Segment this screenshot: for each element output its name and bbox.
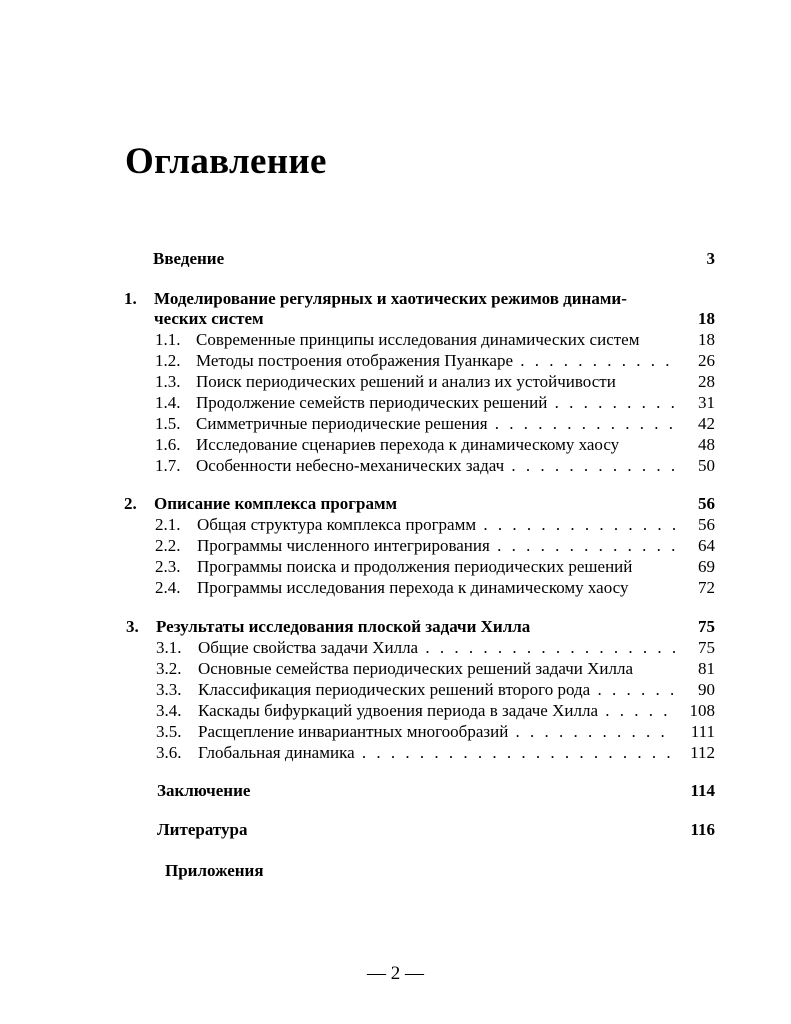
toc-section-label: Глобальная динамика . . . — [198, 742, 676, 763]
toc-intro-label: Введение — [153, 249, 225, 268]
toc-section-page: 81 — [698, 659, 715, 678]
page-title: Оглавление — [125, 141, 327, 182]
toc-section-number: 2.3. — [155, 557, 181, 576]
toc-section-number: 3.5. — [156, 722, 182, 741]
toc-section-label: Особенности небесно-механических задач . . . — [196, 455, 676, 476]
toc-section-page: 69 — [698, 557, 715, 576]
toc-section-number: 2.1. — [155, 515, 181, 534]
toc-section-label: Классификация периодических решений второго рода . . . — [198, 679, 678, 700]
toc-section-page: 90 — [698, 680, 715, 699]
toc-section-number: 3.1. — [156, 638, 182, 657]
toc-section-label: Современные принципы исследования динамических систем — [196, 330, 640, 349]
toc-section-page: 42 — [698, 414, 715, 433]
toc-section[interactable] — [155, 535, 715, 556]
toc-chapter-label-cont: ческих систем — [154, 309, 264, 328]
toc-section-label: Программы поиска и продолжения периодических решений — [197, 557, 633, 576]
toc-section[interactable] — [156, 679, 715, 700]
toc-appendix-label: Приложения — [165, 861, 264, 880]
toc-section[interactable] — [155, 329, 715, 350]
toc-section-number: 1.7. — [155, 456, 181, 475]
toc-chapter-label: Моделирование регулярных и хаотических режимов динами- — [154, 289, 627, 308]
toc-section-number: 1.6. — [155, 435, 181, 454]
toc-section-label: Каскады бифуркаций удвоения периода в задаче Хилла . . . — [198, 700, 676, 721]
toc-section-page: 48 — [698, 435, 715, 454]
toc-section-label: Поиск периодических решений и анализ их устойчивости — [196, 372, 616, 391]
toc-literature-label: Литература — [157, 820, 248, 839]
toc-section-label: Симметричные периодические решения . . . — [196, 413, 676, 434]
toc-chapter-number: 1. — [124, 289, 137, 308]
toc-section[interactable] — [156, 700, 715, 721]
toc-section-number: 3.3. — [156, 680, 182, 699]
toc-section-page: 72 — [698, 578, 715, 597]
toc-section[interactable] — [155, 371, 715, 392]
toc-chapter-1-line1[interactable] — [124, 288, 715, 309]
toc-section-number: 3.4. — [156, 701, 182, 720]
toc-conclusion[interactable] — [157, 780, 715, 801]
toc-section-number: 1.5. — [155, 414, 181, 433]
toc-section[interactable] — [155, 434, 715, 455]
toc-chapter-label: Результаты исследования плоской задачи Хилла — [156, 617, 531, 636]
toc-section-label: Общие свойства задачи Хилла . . . — [198, 637, 676, 658]
toc-intro-page: 3 — [706, 249, 715, 268]
toc-section-label: Методы построения отображения Пуанкаре . . . — [196, 350, 676, 371]
toc-literature-page: 116 — [690, 820, 715, 839]
toc-conclusion-page: 114 — [690, 781, 715, 800]
toc-section-page: 50 — [698, 456, 715, 475]
toc-literature[interactable] — [157, 819, 715, 840]
toc-section-page: 75 — [698, 638, 715, 657]
toc-section[interactable] — [155, 413, 715, 434]
toc-chapter-number: 2. — [124, 494, 137, 513]
toc-section-page: 112 — [690, 743, 715, 762]
toc-intro[interactable] — [153, 248, 715, 269]
toc-section-page: 31 — [698, 393, 715, 412]
toc-section-number: 3.6. — [156, 743, 182, 762]
toc-section-label: Общая структура комплекса программ . . . — [197, 514, 676, 535]
toc-section-page: 26 — [698, 351, 715, 370]
toc-section-page: 64 — [698, 536, 715, 555]
toc-section-page: 18 — [698, 330, 715, 349]
toc-chapter-number: 3. — [126, 617, 139, 636]
toc-section[interactable] — [155, 556, 715, 577]
toc-conclusion-label: Заключение — [157, 781, 251, 800]
toc-chapter-2[interactable] — [124, 493, 715, 514]
toc-chapter-1-line2[interactable] — [124, 308, 715, 329]
toc-chapter-page: 56 — [698, 494, 715, 513]
toc-section-number: 1.4. — [155, 393, 181, 412]
toc-appendix[interactable] — [165, 860, 465, 881]
toc-chapter-page: 75 — [698, 617, 715, 636]
toc-section[interactable] — [155, 514, 715, 535]
toc-section[interactable] — [156, 637, 715, 658]
page-number: — 2 — — [367, 963, 424, 984]
toc-section-number: 1.1. — [155, 330, 181, 349]
toc-section-page: 108 — [689, 701, 715, 720]
toc-section[interactable] — [155, 392, 715, 413]
toc-section-page: 28 — [698, 372, 715, 391]
toc-section-label: Продолжение семейств периодических решений . . . — [196, 392, 676, 413]
toc-section-label: Исследование сценариев перехода к динамическому хаосу — [196, 435, 620, 454]
toc-section-label: Программы исследования перехода к динамическому хаосу — [197, 578, 629, 597]
toc-section[interactable] — [155, 577, 715, 598]
toc-section-label: Расщепление инвариантных многообразий . . . — [198, 721, 676, 742]
toc-section-number: 2.2. — [155, 536, 181, 555]
toc-section[interactable] — [155, 455, 715, 476]
toc-section-number: 1.3. — [155, 372, 181, 391]
toc-chapter-page: 18 — [698, 309, 715, 328]
toc-section-number: 1.2. — [155, 351, 181, 370]
toc-section[interactable] — [156, 721, 715, 742]
toc-section[interactable] — [156, 742, 715, 763]
toc-section-label: Основные семейства периодических решений задачи Хилла — [198, 659, 633, 678]
toc-chapter-3[interactable] — [126, 616, 715, 637]
toc-section-number: 2.4. — [155, 578, 181, 597]
toc-section-number: 3.2. — [156, 659, 182, 678]
toc-section-page: 111 — [690, 722, 715, 741]
toc-chapter-label: Описание комплекса программ — [154, 494, 398, 513]
toc-section[interactable] — [155, 350, 715, 371]
toc-section[interactable] — [156, 658, 715, 679]
toc-section-page: 56 — [698, 515, 715, 534]
toc-section-label: Программы численного интегрирования . . . — [197, 535, 676, 556]
